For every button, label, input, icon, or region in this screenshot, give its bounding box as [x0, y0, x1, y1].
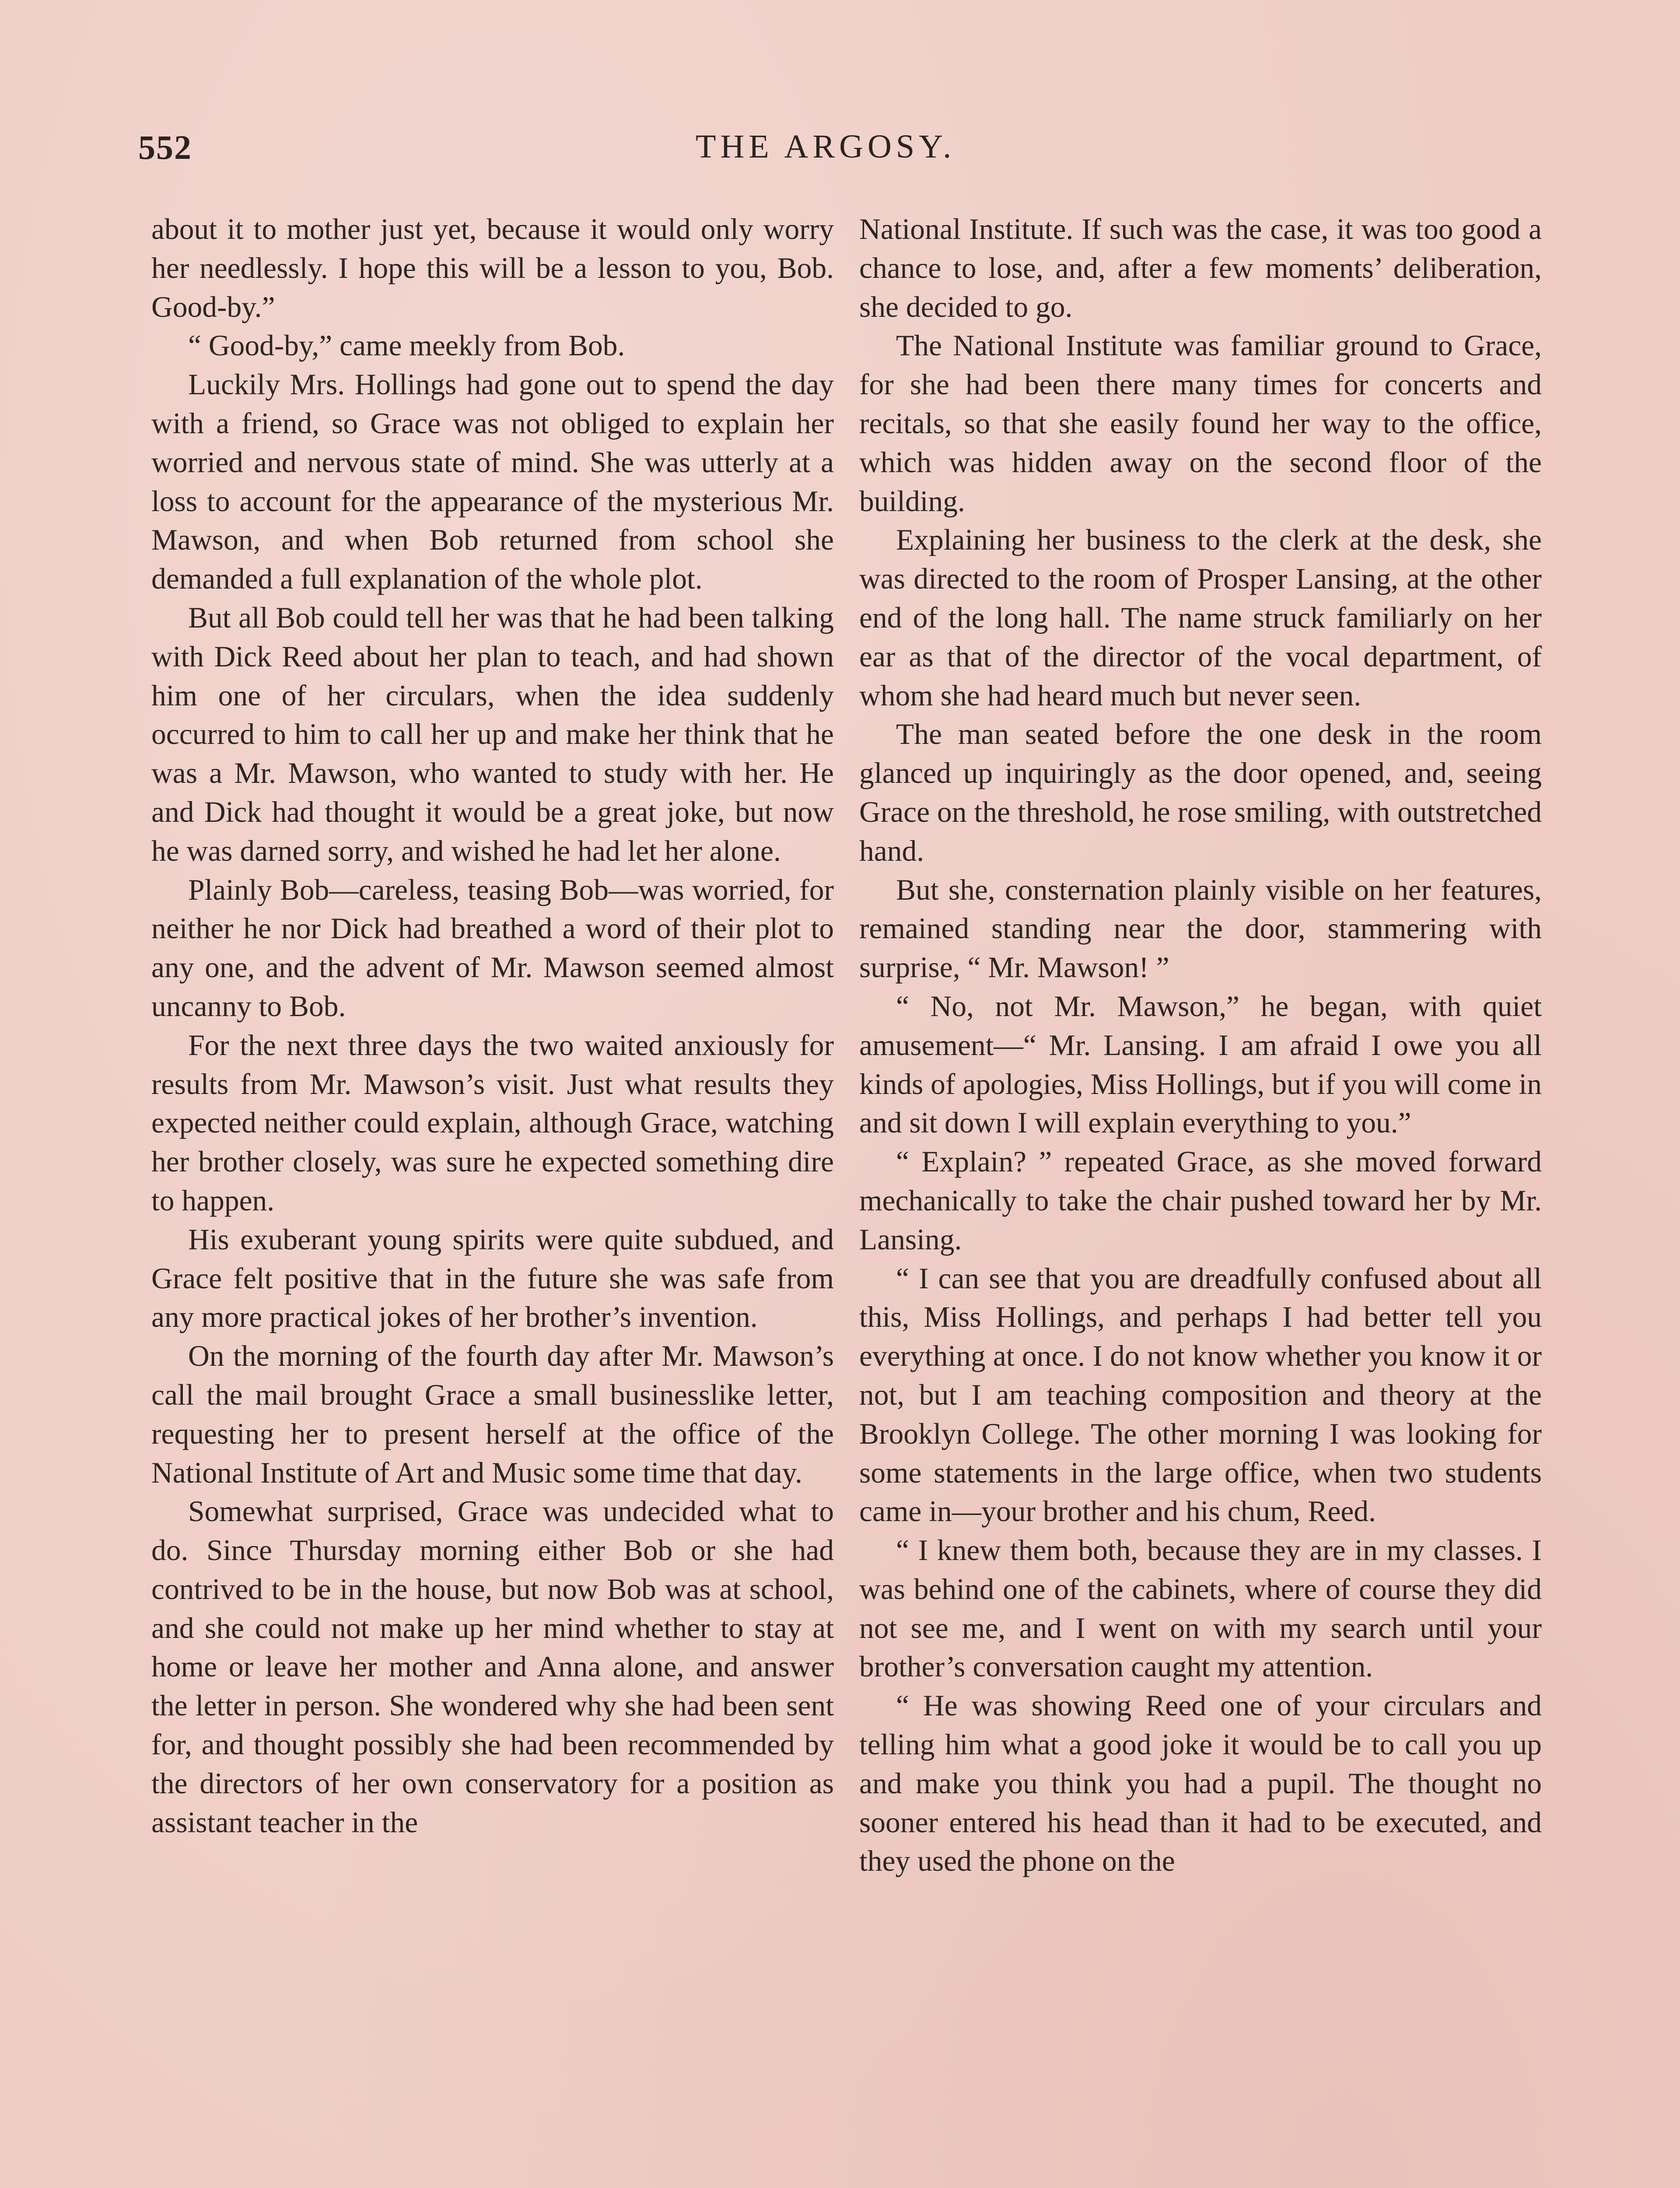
paragraph: His exuberant young spirits were quite subdued, and Grace felt positive that in the future she was safe from any more practical jokes of her brother’s invention.: [151, 1223, 834, 1334]
paragraph: “ Good-by,” came meekly from Bob.: [188, 329, 625, 362]
paragraph: “ Explain? ” repeated Grace, as she moved forward mechanically to take the chair pushed toward her by Mr. Lansing.: [859, 1145, 1542, 1256]
left-column: [151, 210, 834, 1842]
paragraph: “ No, not Mr. Mawson,” he began, with quiet amusement—“ Mr. Lansing. I am afraid I owe you all kinds of apologies, Miss Hollings, but if you will come in and sit down I will explain everything to you.”: [859, 989, 1542, 1140]
running-head: THE ARGOSY.: [696, 128, 956, 165]
paragraph: The man seated before the one desk in the room glanced up inquiringly as the door opened, and, seeing Grace on the threshold, he rose smiling, with outstretched hand.: [859, 718, 1542, 867]
paragraph: “ I can see that you are dreadfully confused about all this, Miss Hollings, and perhaps I had better tell you everything at once. I do not know whether you know it or not, but I am teaching composition and theory at the Brooklyn College. The other morning I was looking for some statements in the large office, when two students came in—your brother and his chum, Reed.: [859, 1262, 1542, 1528]
paragraph: But she, consternation plainly visible on her features, remained standing near the door, stammering with surprise, “ Mr. Mawson! ”: [859, 873, 1542, 984]
paragraph: National Institute. If such was the case, it was too good a chance to lose, and, after a few moments’ deliberation, she decided to go.: [859, 213, 1542, 323]
paragraph: Luckily Mrs. Hollings had gone out to spend the day with a friend, so Grace was not obliged to explain her worried and nervous state of mind. She was utterly at a loss to account for the appearance of the mysterious Mr. Mawson, and when Bob returned from school she demanded a full explanation of the whole plot.: [151, 368, 834, 596]
paragraph: “ I knew them both, because they are in my classes. I was behind one of the cabinets, where of course they did not see me, and I went on with my search until your brother’s conversation caught my attention.: [859, 1534, 1542, 1683]
page-number: 552: [138, 128, 192, 166]
paragraph: For the next three days the two waited anxiously for results from Mr. Mawson’s visit. Just what results they expected neither could explain, although Grace, watching her brother closely, was sure he expected something dire to happen.: [151, 1028, 834, 1217]
paragraph: Somewhat surprised, Grace was undecided what to do. Since Thursday morning either Bob or she had contrived to be in the house, but now Bob was at school, and she could not make up her mind whether to stay at home or leave her mother and Anna alone, and answer the letter in person. She wondered why she had been sent for, and thought possibly she had been recommended by the directors of her own conservatory for a position as assistant teacher in the: [151, 1495, 834, 1839]
paragraph: Explaining her business to the clerk at the desk, she was directed to the room of Prosper Lansing, at the other end of the long hall. The name struck familiarly on her ear as that of the director of the vocal department, of whom she had heard much but never seen.: [859, 523, 1542, 712]
paragraph: On the morning of the fourth day after Mr. Mawson’s call the mail brought Grace a small businesslike letter, requesting her to present herself at the office of the National Institute of Art and Music some time that day.: [151, 1339, 834, 1489]
paragraph: The National Institute was familiar ground to Grace, for she had been there many times for concerts and recitals, so that she easily found her way to the office, which was hidden away on the second floor of the building.: [859, 329, 1542, 518]
paragraph: But all Bob could tell her was that he had been talking with Dick Reed about her plan to teach, and had shown him one of her circulars, when the idea suddenly occurred to him to call her up and make her think that he was a Mr. Mawson, who wanted to study with her. He and Dick had thought it would be a great joke, but now he was darned sorry, and wished he had let her alone.: [151, 601, 834, 867]
right-column: [859, 210, 1542, 1881]
paragraph: “ He was showing Reed one of your circulars and telling him what a good joke it would be to call you up and make you think you had a pupil. The thought no sooner entered his head than it had to be executed, and they used the phone on the: [859, 1689, 1542, 1878]
paragraph: about it to mother just yet, because it would only worry her needlessly. I hope this will be a lesson to you, Bob. Good-by.”: [151, 213, 834, 323]
paragraph: Plainly Bob—careless, teasing Bob—was worried, for neither he nor Dick had breathed a word of their plot to any one, and the advent of Mr. Mawson seemed almost uncanny to Bob.: [151, 873, 834, 1023]
